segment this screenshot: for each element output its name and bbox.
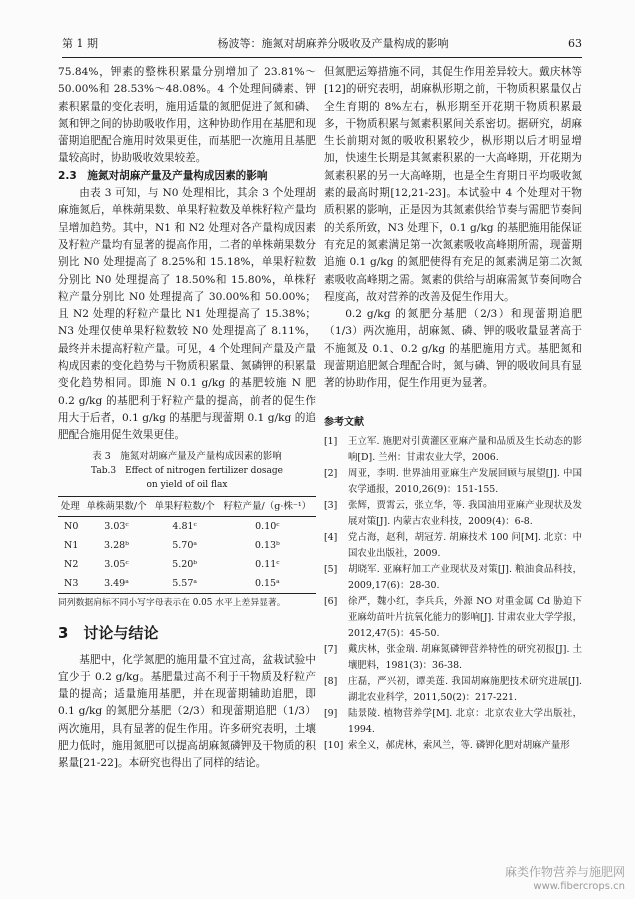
- table-cell: 0.11ᶜ: [255, 558, 280, 570]
- reference-item: [6] 徐严，魏小红，李兵兵，外源 NO 对重金属 Cd 胁迫下亚麻幼苗叶片抗氧化能力的影响[J]. 甘肃农业大学学报，2012,47(5)：45-50.: [324, 595, 582, 639]
- table-row: [58, 516, 316, 536]
- table-cell: N1: [64, 539, 79, 551]
- table-cell: 5.57ᵃ: [172, 577, 198, 589]
- table-cell: 3.28ᵇ: [104, 539, 129, 551]
- table-cell: 4.81ᶜ: [172, 520, 197, 532]
- table-title-en-1: Tab.3 Effect of nitrogen fertilizer dosage: [91, 465, 283, 476]
- references-heading: 参考文献: [324, 416, 364, 428]
- paragraph-yield-results: 由表 3 可知，与 N0 处理相比，其余 3 个处理胡麻施氮后，单株蒴果数、单果籽粒数及单株籽粒产量均呈增加趋势。其中，N1 和 N2 处理对各产量构成因素及籽粒产量均有显著的提高作用，二者的单株蒴果数分别比 N0 处理提高了 8.25%和 15.18%，单果籽粒数分别比 N0 处理提高了 18.50%和 15.80%，单株籽粒产量分别比 N0 处理提高了 30.00%和 50.00%；且 N2 处理的籽粒产量比 N1 处理提高了 15.38%；N3 处理仅使单果籽粒数较 N0 处理提高了 8.11%，最终并未提高籽粒产量。可见，4 个处理间产量及产量构成因素的变化趋势与干物质积累量、氮磷钾的积累量变化趋势相同。即施 N 0.1 g/kg 的基肥较施 N 肥 0.2 g/kg 的基肥利于籽粒产量的提高，前者的促生作用大于后者，0.1 g/kg 的基肥与现蕾期 0.1 g/kg 的追肥配合施用促生效果更佳。: [58, 187, 316, 442]
- reference-item: [9] 陆景陵. 植物营养学[M]. 北京：北京农业大学出版社，1994.: [324, 707, 582, 735]
- issue-number: 第 1 期: [62, 37, 98, 50]
- running-header: [62, 34, 582, 52]
- reference-item: [1] 王立军. 施肥对引黄灌区亚麻产量和品质及生长动态的影响[D]. 兰州：甘肃农业大学，2006.: [324, 435, 582, 463]
- table-cell: 3.03ᶜ: [104, 520, 129, 532]
- yield-table: [58, 496, 316, 594]
- table-cell: N0: [64, 520, 79, 532]
- table-row: [58, 574, 316, 594]
- reference-item: [4] 党占海，赵利，胡冠芳. 胡麻技术 100 问[M]. 北京：中国农业出版社，2009.: [324, 531, 582, 559]
- reference-list: [324, 434, 582, 754]
- reference-item: [10] 索全义，郝虎林，索风兰，等. 磷钾化肥对胡麻产量形: [324, 739, 570, 751]
- left-column: [58, 64, 316, 773]
- col-header-treatment: 处理: [60, 500, 80, 512]
- watermark-site-name: 麻类作物营养与施肥网: [504, 865, 625, 879]
- reference-item: [2] 周亚，李明. 世界油用亚麻生产发展回顾与展望[J]. 中国农学通报，2010,26(9)：151-155.: [324, 467, 582, 495]
- table-cell: 5.70ᵃ: [172, 539, 198, 551]
- paragraph-nitrogen-timing: 但氮肥运筹措施不同，其促生作用差异较大。戴庆林等[12]的研究表明，胡麻枞形期之前，干物质积累量仅占全生育期的 8%左右，枞形期至开花期干物质积累最多，干物质积累与氮素积累间关系密切。据研究，胡麻生长前期对氮的吸收积累较少，枞形期以后才明显增加，快速生长期是其氮素积累的一大高峰期，开花期为氮素积累的另一大高峰期，也是全生育期日平均吸收氮素的最高时期[12,21-23]。本试验中 4 个处理对干物质积累的影响，正是因为其氮素供给节奏与需肥节奏间的关系所致，N3 处理下，0.1 g/kg 的基肥施用能保证有充足的氮素满足第一次氮素吸收高峰期所需，现蕾期追施 0.1 g/kg 的氮肥使得有充足的氮素满足第二次氮素吸收高峰期之需。氮素的供给与胡麻需氮节奏间吻合程度高，故对营养的改善及促生作用大。: [324, 66, 582, 303]
- reference-item: [5] 胡晓军. 亚麻籽加工产业现状及对策[J]. 粮油食品科技，2009,17(6)：28-30.: [324, 563, 582, 591]
- watermark-url: www.fibercrops.cn: [533, 881, 625, 892]
- page-number: 63: [568, 36, 582, 50]
- table-cell: N3: [64, 577, 79, 589]
- table-title-cn: 表 3 施氮对胡麻产量及产量构成因素的影响: [92, 450, 282, 462]
- section-heading-2-3: 2.3 施氮对胡麻产量及产量构成因素的影响: [58, 169, 268, 182]
- paragraph-nutrient-accumulation: 75.84%，钾素的整株积累量分别增加了 23.81%～50.00%和 28.53%～48.08%。4 个处理间磷素、钾素积累量的变化表明，施用适量的氮肥促进了氮和磷、氮和钾之间的协助吸收作用，这种协助作用在基肥和现蕾期追肥配合施用时效果更佳，而基肥一次施用且基肥量较高时，协助吸收效果较差。: [58, 66, 316, 165]
- table-row: [58, 536, 316, 555]
- header-rule: [62, 57, 582, 58]
- running-title: 杨波等：施氮对胡麻养分吸收及产量构成的影响: [217, 37, 449, 50]
- site-watermark: [505, 865, 625, 893]
- reference-item: [3] 张辉，贾霄云，张立华，等. 我国油用亚麻产业现状及发展对策[J]. 内蒙古农业科技，2009(4)：6-8.: [324, 499, 582, 527]
- table-footnote: 同列数据肩标不同小写字母表示在 0.05 水平上差异显著。: [58, 597, 286, 608]
- table-cell: 0.10ᶜ: [255, 520, 280, 532]
- table-cell: 5.20ᵇ: [172, 558, 198, 570]
- table-header-row: [58, 496, 316, 516]
- col-header-seeds: 单果籽粒数/个: [154, 500, 215, 512]
- col-header-yield: 籽粒产量/（g·株⁻¹）: [223, 500, 312, 512]
- table-3: [58, 449, 316, 610]
- reference-item: [8] 庄磊，严兴初，谭美莲. 我国胡麻施肥技术研究进展[J]. 湖北农业科学，2011,50(2)：217-221.: [324, 675, 582, 703]
- table-cell: N2: [64, 558, 79, 570]
- right-column: [324, 64, 582, 754]
- table-cell: 0.15ᵃ: [254, 577, 280, 589]
- table-cell: 3.05ᶜ: [104, 558, 129, 570]
- table-row: [58, 555, 316, 574]
- paragraph-conclusion: 0.2 g/kg 的氮肥分基肥（2/3）和现蕾期追肥（1/3）两次施用，胡麻氮、磷、钾的吸收量显著高于不施氮及 0.1、0.2 g/kg 的基肥施用方式。基肥氮和现蕾期追肥氮合理配合时，氮与磷、钾的吸收间具有显著的协助作用，促生作用更为显著。: [324, 308, 582, 390]
- reference-item: [7] 戴庆林，张金瑞. 胡麻氮磷钾营养特性的研究初报[J]. 土壤肥料，1981(3)：36-38.: [324, 643, 582, 671]
- table-cell: 0.13ᵇ: [254, 539, 280, 551]
- col-header-capsules: 单株蒴果数/个: [86, 500, 147, 512]
- table-title-en-2: on yield of oil flax: [146, 479, 228, 490]
- paragraph-discussion: 基肥中，化学氮肥的施用量不宜过高，盆栽试验中宜少于 0.2 g/kg。基肥量过高不利于干物质及籽粒产量的提高；适量施用基肥，并在现蕾期辅助追肥，即 0.1 g/kg 的氮肥分基肥（2/3）和现蕾期追肥（1/3）两次施用，具有显著的促生作用。许多研究表明，土壤肥力低时，施用氮肥可以提高胡麻氮磷钾及干物质的积累量[21-22]。本研究也得出了同样的结论。: [58, 653, 316, 770]
- table-cell: 3.49ᵃ: [104, 577, 129, 589]
- section-heading-3: 3 讨论与结论: [58, 623, 159, 642]
